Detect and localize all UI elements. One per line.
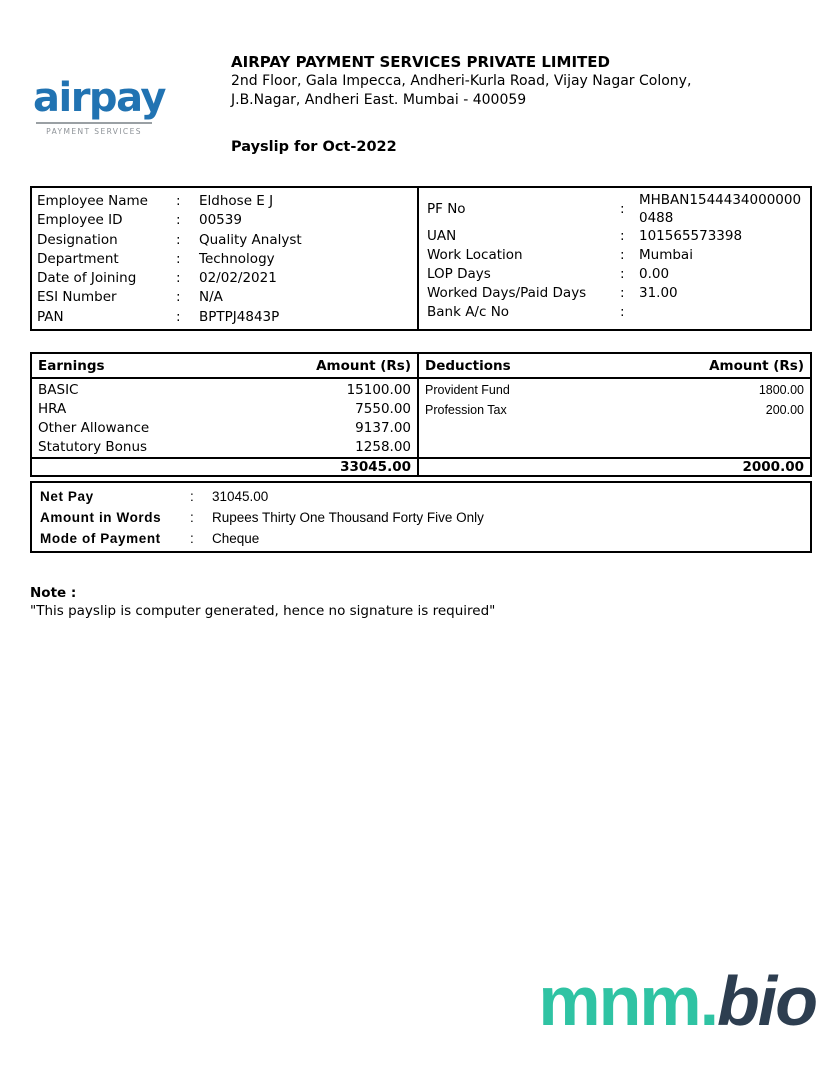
earnings-header-row xyxy=(32,354,417,379)
airpay-logo-wordmark: airpay xyxy=(33,75,165,121)
note-text: "This payslip is computer generated, hence no signature is required" xyxy=(30,603,496,619)
deduction-row xyxy=(425,401,804,421)
colon-separator: : xyxy=(190,510,194,525)
deductions-header: Deductions xyxy=(425,357,511,374)
earning-amount: 9137.00 xyxy=(355,420,411,436)
earning-name: HRA xyxy=(38,401,67,417)
field-label: Designation xyxy=(37,231,118,248)
colon-separator: : xyxy=(620,266,625,282)
summary-value: Cheque xyxy=(212,531,260,546)
employee-info-table xyxy=(30,186,812,331)
field-label: Department xyxy=(37,250,119,267)
airpay-logo-divider xyxy=(36,122,152,124)
field-value: 101565573398 xyxy=(639,228,743,244)
deduction-amount: 200.00 xyxy=(765,402,804,417)
field-label: Employee ID xyxy=(37,212,123,229)
deduction-name: Profession Tax xyxy=(425,402,507,417)
earnings-total-row xyxy=(32,457,417,475)
field-label: Bank A/c No xyxy=(427,304,510,320)
employee-name-row xyxy=(37,192,412,211)
earnings-amount-header: Amount (Rs) xyxy=(316,357,411,374)
earning-row xyxy=(38,438,411,457)
colon-separator: : xyxy=(176,308,181,325)
deduction-name: Provident Fund xyxy=(425,383,510,397)
field-value: 31.00 xyxy=(639,285,678,301)
airpay-logo-tagline: PAYMENT SERVICES xyxy=(46,127,142,136)
colon-separator: : xyxy=(176,212,181,229)
date-of-joining-row xyxy=(37,269,412,288)
deductions-header-row xyxy=(419,354,810,379)
summary-label: Net Pay xyxy=(40,489,94,504)
earnings-column xyxy=(32,354,419,475)
colon-separator: : xyxy=(176,270,181,287)
deductions-total-row xyxy=(419,457,810,475)
earning-row xyxy=(38,419,411,438)
field-value: 00539 xyxy=(199,212,242,229)
earnings-total: 33045.00 xyxy=(340,459,411,475)
note-title: Note : xyxy=(30,585,77,601)
employee-id-row xyxy=(37,211,412,230)
field-label: ESI Number xyxy=(37,289,117,306)
deduction-row xyxy=(425,381,804,401)
earning-amount: 15100.00 xyxy=(346,382,411,398)
airpay-logo xyxy=(33,75,165,136)
company-header xyxy=(231,52,813,109)
deductions-column xyxy=(419,354,810,475)
company-address-line2: J.B.Nagar, Andheri East. Mumbai - 400059 xyxy=(231,91,527,108)
field-label: UAN xyxy=(427,228,457,244)
note-section xyxy=(30,584,495,621)
earning-row xyxy=(38,381,411,400)
worked-days-row xyxy=(427,284,802,303)
designation-row xyxy=(37,231,412,250)
colon-separator: : xyxy=(620,304,625,320)
company-address-line1: 2nd Floor, Gala Impecca, Andheri-Kurla Road, Vijay Nagar Colony, xyxy=(231,73,692,89)
colon-separator: : xyxy=(176,193,181,209)
bank-account-row xyxy=(427,303,802,322)
amount-in-words-row xyxy=(40,507,802,528)
earning-name: BASIC xyxy=(38,382,79,398)
field-value: MHBAN15444340000000488 xyxy=(639,192,802,226)
summary-label: Amount in Words xyxy=(40,510,162,525)
earning-name: Statutory Bonus xyxy=(38,439,148,455)
field-label: Work Location xyxy=(427,247,523,263)
colon-separator: : xyxy=(190,489,194,504)
field-value: 02/02/2021 xyxy=(199,270,277,287)
earnings-header: Earnings xyxy=(38,357,105,374)
earnings-deductions-table xyxy=(30,352,812,477)
earning-row xyxy=(38,400,411,419)
field-label: Employee Name xyxy=(37,193,148,209)
field-label: PF No xyxy=(427,201,466,217)
earnings-body xyxy=(32,379,417,457)
field-value: Eldhose E J xyxy=(199,193,274,209)
colon-separator: : xyxy=(190,531,194,546)
field-label: Worked Days/Paid Days xyxy=(427,285,587,301)
employee-info-left-column xyxy=(32,188,419,329)
department-row xyxy=(37,250,412,269)
lop-days-row xyxy=(427,265,802,284)
field-value: Mumbai xyxy=(639,247,693,263)
summary-value: 31045.00 xyxy=(212,489,269,504)
field-value: 0.00 xyxy=(639,266,670,282)
field-label: Date of Joining xyxy=(37,270,137,287)
colon-separator: : xyxy=(176,231,181,248)
field-value: N/A xyxy=(199,289,223,306)
watermark-mnm: mnm. xyxy=(538,962,718,1040)
earning-amount: 7550.00 xyxy=(355,401,411,417)
field-value: Quality Analyst xyxy=(199,231,302,248)
deduction-amount: 1800.00 xyxy=(758,383,804,397)
colon-separator: : xyxy=(620,228,625,244)
field-value: Technology xyxy=(199,250,275,267)
earning-name: Other Allowance xyxy=(38,420,150,436)
colon-separator: : xyxy=(176,250,181,267)
field-value: BPTPJ4843P xyxy=(199,308,280,325)
payslip-title: Payslip for Oct-2022 xyxy=(231,139,397,155)
deductions-body xyxy=(419,379,810,457)
employee-info-right-column xyxy=(419,188,810,329)
pan-row xyxy=(37,308,412,327)
summary-value: Rupees Thirty One Thousand Forty Five Only xyxy=(212,510,484,525)
field-label: LOP Days xyxy=(427,266,491,282)
work-location-row xyxy=(427,246,802,265)
field-label: PAN xyxy=(37,308,64,325)
summary-label: Mode of Payment xyxy=(40,531,161,546)
net-pay-summary xyxy=(30,481,812,553)
colon-separator: : xyxy=(620,247,625,263)
uan-row xyxy=(427,227,802,246)
net-pay-row xyxy=(40,486,802,507)
mode-of-payment-row xyxy=(40,528,802,549)
colon-separator: : xyxy=(620,201,625,217)
earning-amount: 1258.00 xyxy=(355,439,411,455)
deductions-total: 2000.00 xyxy=(742,459,804,475)
watermark-bio: bio xyxy=(717,962,816,1040)
deductions-amount-header: Amount (Rs) xyxy=(709,357,804,374)
pf-no-row xyxy=(427,192,802,227)
esi-number-row xyxy=(37,288,412,307)
colon-separator: : xyxy=(176,289,181,306)
company-name: AIRPAY PAYMENT SERVICES PRIVATE LIMITED xyxy=(231,53,610,71)
mnm-bio-watermark xyxy=(538,962,816,1040)
colon-separator: : xyxy=(620,285,625,301)
